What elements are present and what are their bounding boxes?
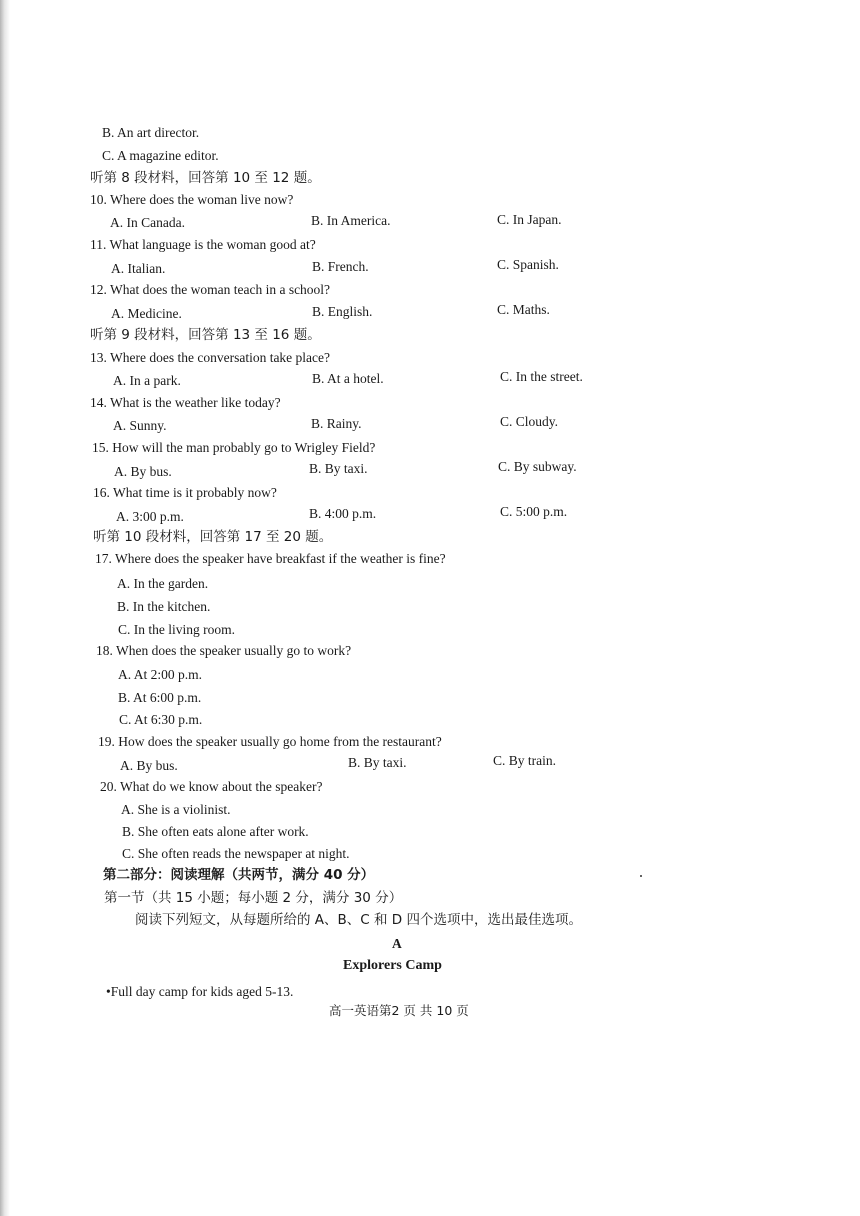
question-14: 14. What is the weather like today? (90, 395, 281, 410)
q14-option-b: B. Rainy. (311, 416, 362, 431)
question-11: 11. What language is the woman good at? (90, 237, 316, 252)
prev-option-b: B. An art director. (102, 125, 200, 140)
q16-option-c: C. 5:00 p.m. (500, 504, 568, 519)
q19-option-b: B. By taxi. (348, 755, 407, 770)
q17-option-c: C. In the living room. (118, 622, 235, 637)
q16-option-b: B. 4:00 p.m. (309, 506, 377, 521)
q19-option-c: C. By train. (493, 753, 556, 768)
q20-option-c: C. She often reads the newspaper at night. (122, 846, 350, 861)
question-12: 12. What does the woman teach in a school? (90, 282, 331, 297)
q16-option-a: A. 3:00 p.m. (116, 509, 184, 524)
part2-instruction: 阅读下列短文，从每题所给的 A、B、C 和 D 四个选项中，选出最佳选项。 (135, 912, 582, 928)
q12-option-b: B. English. (312, 304, 373, 319)
scan-speck (640, 875, 642, 877)
q18-option-a: A. At 2:00 p.m. (118, 667, 203, 682)
q12-option-a: A. Medicine. (111, 306, 182, 321)
question-15: 15. How will the man probably go to Wrigley Field? (92, 440, 376, 455)
prev-option-c: C. A magazine editor. (102, 148, 219, 163)
question-18: 18. When does the speaker usually go to work? (96, 643, 352, 658)
q10-option-c: C. In Japan. (497, 212, 562, 227)
q12-option-c: C. Maths. (497, 302, 550, 317)
q17-option-b: B. In the kitchen. (117, 599, 211, 614)
q11-option-b: B. French. (312, 259, 369, 274)
q18-option-b: B. At 6:00 p.m. (118, 690, 202, 705)
q17-option-a: A. In the garden. (117, 576, 209, 591)
q15-option-c: C. By subway. (498, 459, 577, 474)
page-footer: 高一英语第2 页 共 10 页 (329, 1003, 469, 1018)
q20-option-b: B. She often eats alone after work. (122, 824, 309, 839)
q10-option-a: A. In Canada. (110, 215, 185, 230)
q20-option-a: A. She is a violinist. (121, 802, 231, 817)
scan-edge-shadow (0, 0, 10, 1216)
passage-title: Explorers Camp (343, 958, 442, 973)
part2-heading: 第二部分：阅读理解（共两节，满分 40 分） (103, 867, 375, 883)
q15-option-a: A. By bus. (114, 464, 172, 479)
q10-option-b: B. In America. (311, 213, 391, 228)
question-20: 20. What do we know about the speaker? (100, 779, 323, 794)
section-instruction-9: 听第 9 段材料，回答第 13 至 16 题。 (90, 327, 321, 343)
section-instruction-8: 听第 8 段材料，回答第 10 至 12 题。 (90, 170, 321, 186)
question-13: 13. Where does the conversation take place? (90, 350, 331, 365)
q14-option-c: C. Cloudy. (500, 414, 559, 429)
section-instruction-10: 听第 10 段材料，回答第 17 至 20 题。 (93, 529, 333, 545)
q18-option-c: C. At 6:30 p.m. (119, 712, 203, 727)
q13-option-b: B. At a hotel. (312, 371, 384, 386)
q19-option-a: A. By bus. (120, 758, 178, 773)
q13-option-a: A. In a park. (113, 373, 181, 388)
passage-bullet-1: •Full day camp for kids aged 5-13. (106, 984, 294, 999)
passage-letter: A (392, 936, 402, 951)
question-19: 19. How does the speaker usually go home from the restaurant? (98, 734, 442, 749)
question-17: 17. Where does the speaker have breakfast if the weather is fine? (95, 551, 446, 566)
q11-option-c: C. Spanish. (497, 257, 559, 272)
question-16: 16. What time is it probably now? (93, 485, 277, 500)
q13-option-c: C. In the street. (500, 369, 583, 384)
q14-option-a: A. Sunny. (113, 418, 167, 433)
question-10: 10. Where does the woman live now? (90, 192, 294, 207)
q11-option-a: A. Italian. (111, 261, 166, 276)
q15-option-b: B. By taxi. (309, 461, 368, 476)
part2-subheading: 第一节（共 15 小题；每小题 2 分，满分 30 分） (104, 890, 403, 906)
